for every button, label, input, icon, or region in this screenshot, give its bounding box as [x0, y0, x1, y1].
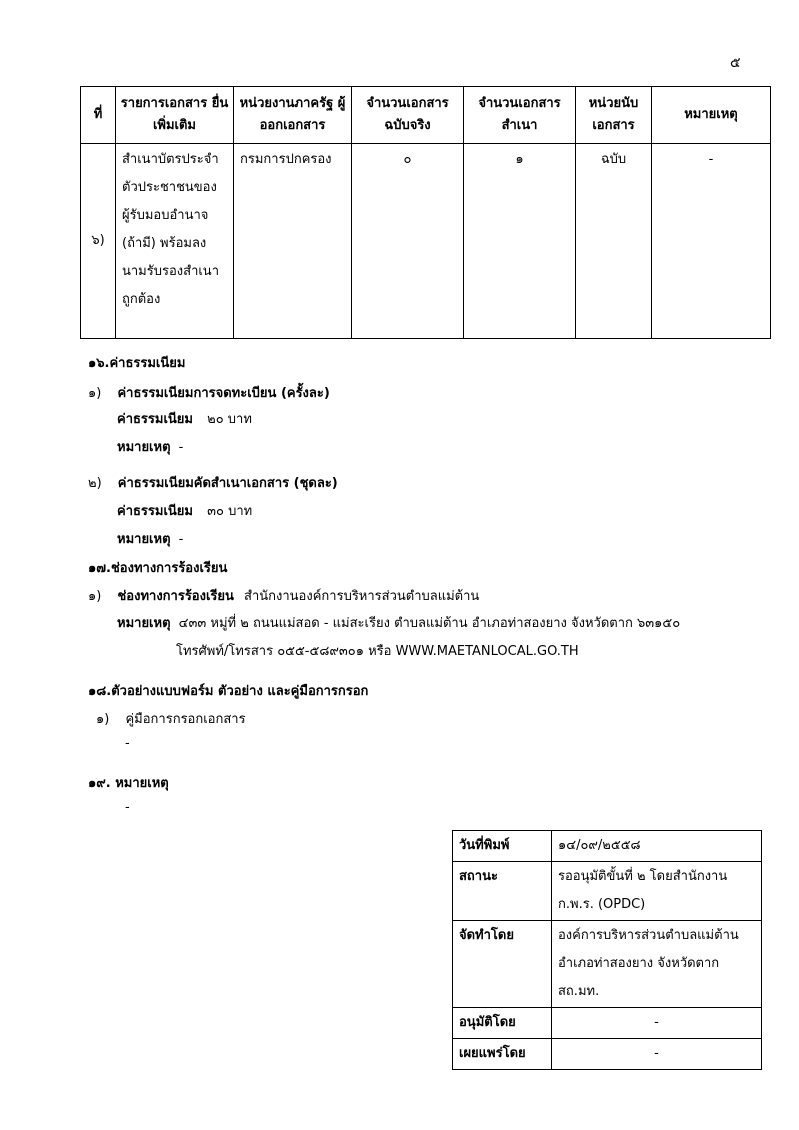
- approved-by-label: อนุมัติโดย: [453, 1008, 552, 1039]
- info-row-published-by: [453, 1039, 762, 1070]
- complaint-note: [117, 612, 680, 633]
- fee-item-2-fee: [117, 500, 252, 521]
- fee-value: ๓๐ บาท: [207, 504, 253, 519]
- col-header-agency: หน่วยงานภาครัฐ ผู้ออกเอกสาร: [234, 87, 352, 144]
- cell-note: -: [652, 144, 771, 339]
- table-header-row: [81, 87, 771, 144]
- info-row-made-by: [453, 921, 762, 1008]
- info-row-status: [453, 862, 762, 921]
- note-label: หมายเหตุ: [117, 440, 171, 455]
- complaint-channel: [88, 585, 479, 606]
- complaint-note-line1: ๔๓๓ หมู่ที่ ๒ ถนนแม่สอด - แม่สะเรียง ตำบลแม่ต้าน อำเภอท่าสองยาง จังหวัดตาก ๖๓๑๕๐: [178, 616, 681, 631]
- made-by-label: จัดทำโดย: [453, 921, 552, 1008]
- complaint-heading: ๑๗.ช่องทางการร้องเรียน: [88, 561, 228, 576]
- fee-item-2-no: ๒): [88, 476, 102, 491]
- col-header-unit: หน่วยนับ เอกสาร: [576, 87, 652, 144]
- col-header-original: จำนวนเอกสาร ฉบับจริง: [352, 87, 464, 144]
- note-value: -: [178, 532, 184, 547]
- complaint-no: ๑): [88, 589, 102, 604]
- note-label: หมายเหตุ: [117, 532, 171, 547]
- note-value: -: [178, 440, 184, 455]
- fee-label: ค่าธรรมเนียม: [117, 504, 193, 519]
- cell-copy: ๑: [464, 144, 576, 339]
- cell-item: สำเนาบัตรประจำตัวประชาชนของผู้รับมอบอำนาจ (ถ้ามี) พร้อมลงนามรับรองสำเนาถูกต้อง: [116, 144, 234, 339]
- col-header-note: หมายเหตุ: [652, 87, 771, 144]
- forms-item: [96, 708, 246, 729]
- made-by-value: องค์การบริหารส่วนตำบลแม่ต้าน อำเภอท่าสองยาง จังหวัดตาก สถ.มท.: [552, 921, 762, 1008]
- table-row: [81, 144, 771, 339]
- published-by-value: -: [552, 1039, 762, 1070]
- fee-item-2-title: ค่าธรรมเนียมคัดสำเนาเอกสาร (ชุดละ): [117, 476, 338, 491]
- fee-item-1-note: [117, 436, 183, 457]
- col-header-no: ที่: [81, 87, 116, 144]
- document-info-table: [452, 830, 762, 1070]
- complaint-note-label: หมายเหตุ: [117, 616, 171, 631]
- forms-item-label: คู่มือการกรอกเอกสาร: [125, 712, 246, 727]
- complaint-channel-value: สำนักงานองค์การบริหารส่วนตำบลแม่ต้าน: [244, 589, 480, 604]
- page-number: ๕: [730, 55, 741, 71]
- cell-no: ๖): [81, 144, 116, 339]
- fee-item-1-fee: [117, 408, 252, 429]
- fee-item-1: [88, 382, 330, 403]
- fee-item-2: [88, 472, 338, 493]
- remarks-heading: ๑๙. หมายเหตุ: [88, 776, 169, 791]
- fee-value: ๒๐ บาท: [207, 412, 252, 427]
- forms-no: ๑): [96, 712, 110, 727]
- fee-item-2-note: [117, 528, 183, 549]
- approved-by-value: -: [552, 1008, 762, 1039]
- col-header-item: รายการเอกสาร ยื่นเพิ่มเติม: [116, 87, 234, 144]
- fee-item-1-no: ๑): [88, 386, 102, 401]
- col-header-copy: จำนวนเอกสาร สำเนา: [464, 87, 576, 144]
- cell-original: ๐: [352, 144, 464, 339]
- fees-heading: ๑๖.ค่าธรรมเนียม: [88, 356, 186, 371]
- documents-table: [80, 86, 771, 339]
- print-date-label: วันที่พิมพ์: [453, 831, 552, 862]
- fee-item-1-title: ค่าธรรมเนียมการจดทะเบียน (ครั้งละ): [117, 386, 330, 401]
- complaint-note-line2: โทรศัพท์/โทรสาร ๐๕๕-๕๘๙๓๐๑ หรือ WWW.MAETANLOCAL.GO.TH: [176, 644, 579, 659]
- forms-value: -: [125, 736, 130, 751]
- cell-unit: ฉบับ: [576, 144, 652, 339]
- remarks-value: -: [125, 800, 130, 815]
- status-label: สถานะ: [453, 862, 552, 921]
- status-value: รออนุมัติขั้นที่ ๒ โดยสำนักงาน ก.พ.ร. (OPDC): [552, 862, 762, 921]
- cell-agency: กรมการปกครอง: [234, 144, 352, 339]
- fee-label: ค่าธรรมเนียม: [117, 412, 193, 427]
- info-row-approved-by: [453, 1008, 762, 1039]
- print-date-value: ๑๔/๐๙/๒๕๕๘: [552, 831, 762, 862]
- complaint-channel-label: ช่องทางการร้องเรียน: [117, 589, 234, 604]
- forms-heading: ๑๘.ตัวอย่างแบบฟอร์ม ตัวอย่าง และคู่มือการกรอก: [88, 684, 369, 699]
- published-by-label: เผยแพร่โดย: [453, 1039, 552, 1070]
- info-row-print-date: [453, 831, 762, 862]
